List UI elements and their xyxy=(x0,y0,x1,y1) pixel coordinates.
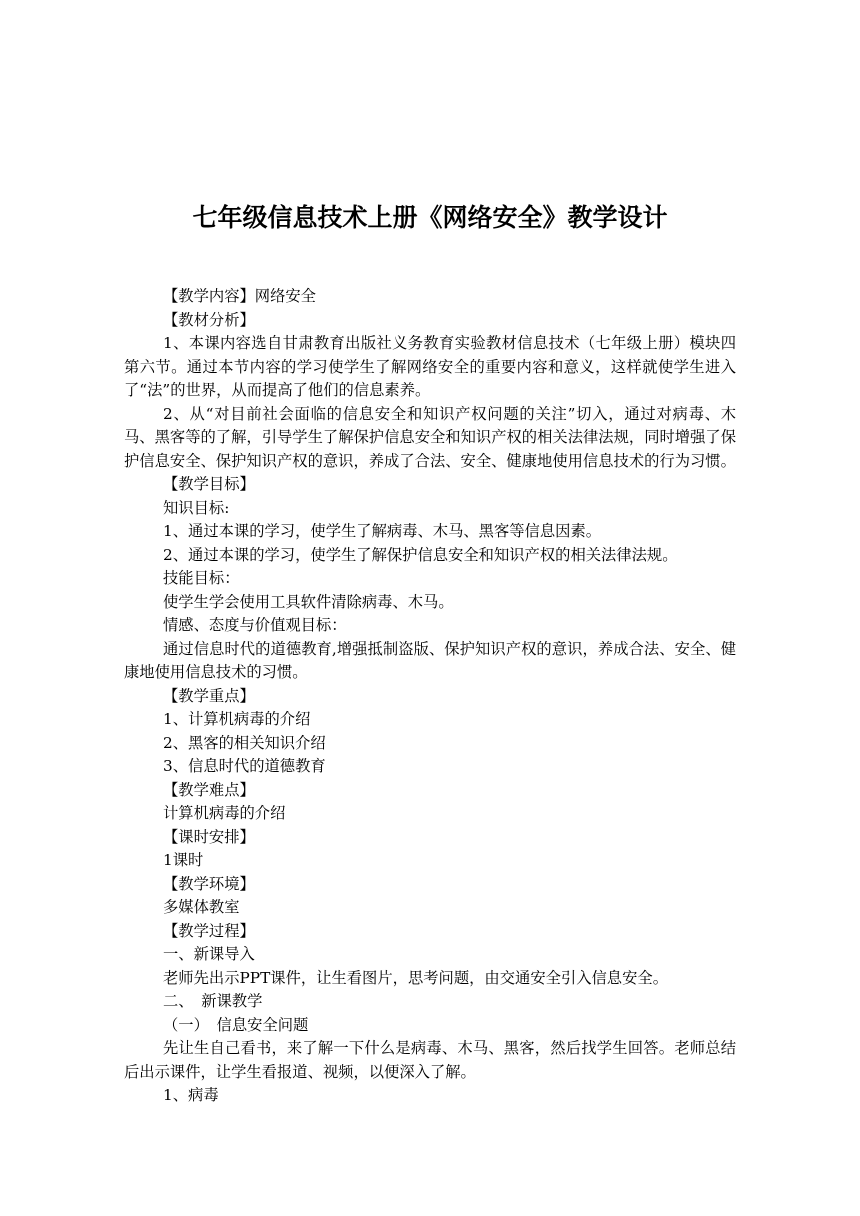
paragraph: 技能目标： xyxy=(163,569,240,587)
paragraph: 使学生学会使用工具软件清除病毒、木马。 xyxy=(163,592,454,611)
paragraph: 1、计算机病毒的介绍 xyxy=(163,710,311,728)
paragraph: 【课时安排】 xyxy=(163,827,255,846)
paragraph: 多媒体教室 xyxy=(163,898,240,916)
paragraph: 1、病毒 xyxy=(163,1086,219,1104)
paragraph: 【教学难点】 xyxy=(163,780,255,799)
paragraph: 情感、态度与价值观目标： xyxy=(163,616,347,634)
paragraph: 【教学过程】 xyxy=(163,921,255,940)
paragraph: 通过信息时代的道德教育,增强抵制盗版、保护知识产权的意识，养成合法、安全、健康地使用信息技术的习惯。 xyxy=(124,639,736,681)
paragraph: 1课时 xyxy=(163,851,204,869)
paragraph: 【教学目标】 xyxy=(163,475,255,493)
paragraph: 【教学环境】 xyxy=(163,874,255,893)
paragraph: （一） 信息安全问题 xyxy=(163,1015,309,1034)
document-body xyxy=(124,285,736,1108)
paragraph: 【教学重点】 xyxy=(163,686,255,705)
paragraph: 【教学内容】网络安全 xyxy=(163,287,316,305)
paragraph: 3、信息时代的道德教育 xyxy=(163,757,326,775)
paragraph: 计算机病毒的介绍 xyxy=(163,804,286,822)
paragraph: 老师先出示PPT课件，让生看图片，思考问题，由交通安全引入信息安全。 xyxy=(163,968,668,987)
paragraph: 二、 新课教学 xyxy=(163,992,263,1010)
paragraph: 2、从“对目前社会面临的信息安全和知识产权问题的关注”切入，通过对病毒、木马、黑客等的了解，引导学生了解保护信息安全和知识产权的相关法律法规，同时增强了保护信息安全、保护知识产权的意识，养成了合法、安全、健康地使用信息技术的行为习惯。 xyxy=(124,404,736,470)
paragraph: 知识目标: xyxy=(163,498,230,517)
paragraph: 1、通过本课的学习，使学生了解病毒、木马、黑客等信息因素。 xyxy=(163,522,602,540)
paragraph: 2、通过本课的学习，使学生了解保护信息安全和知识产权的相关法律法规。 xyxy=(163,545,678,564)
paragraph: 先让生自己看书，来了解一下什么是病毒、木马、黑客，然后找学生回答。老师总结后出示课件，让学生看报道、视频，以便深入了解。 xyxy=(124,1039,736,1081)
paragraph: 1、本课内容选自甘肃教育出版社义务教育实验教材信息技术（七年级上册）模块四第六节。通过本节内容的学习使学生了解网络安全的重要内容和意义，这样就使学生进入了“法”的世界，从而提高了他们的信息素养。 xyxy=(124,334,736,399)
document-title: 七年级信息技术上册《网络安全》教学设计 xyxy=(192,203,668,232)
paragraph: 2、黑客的相关知识介绍 xyxy=(163,733,326,752)
paragraph: 一、新课导入 xyxy=(163,945,255,963)
paragraph: 【教材分析】 xyxy=(163,310,255,329)
